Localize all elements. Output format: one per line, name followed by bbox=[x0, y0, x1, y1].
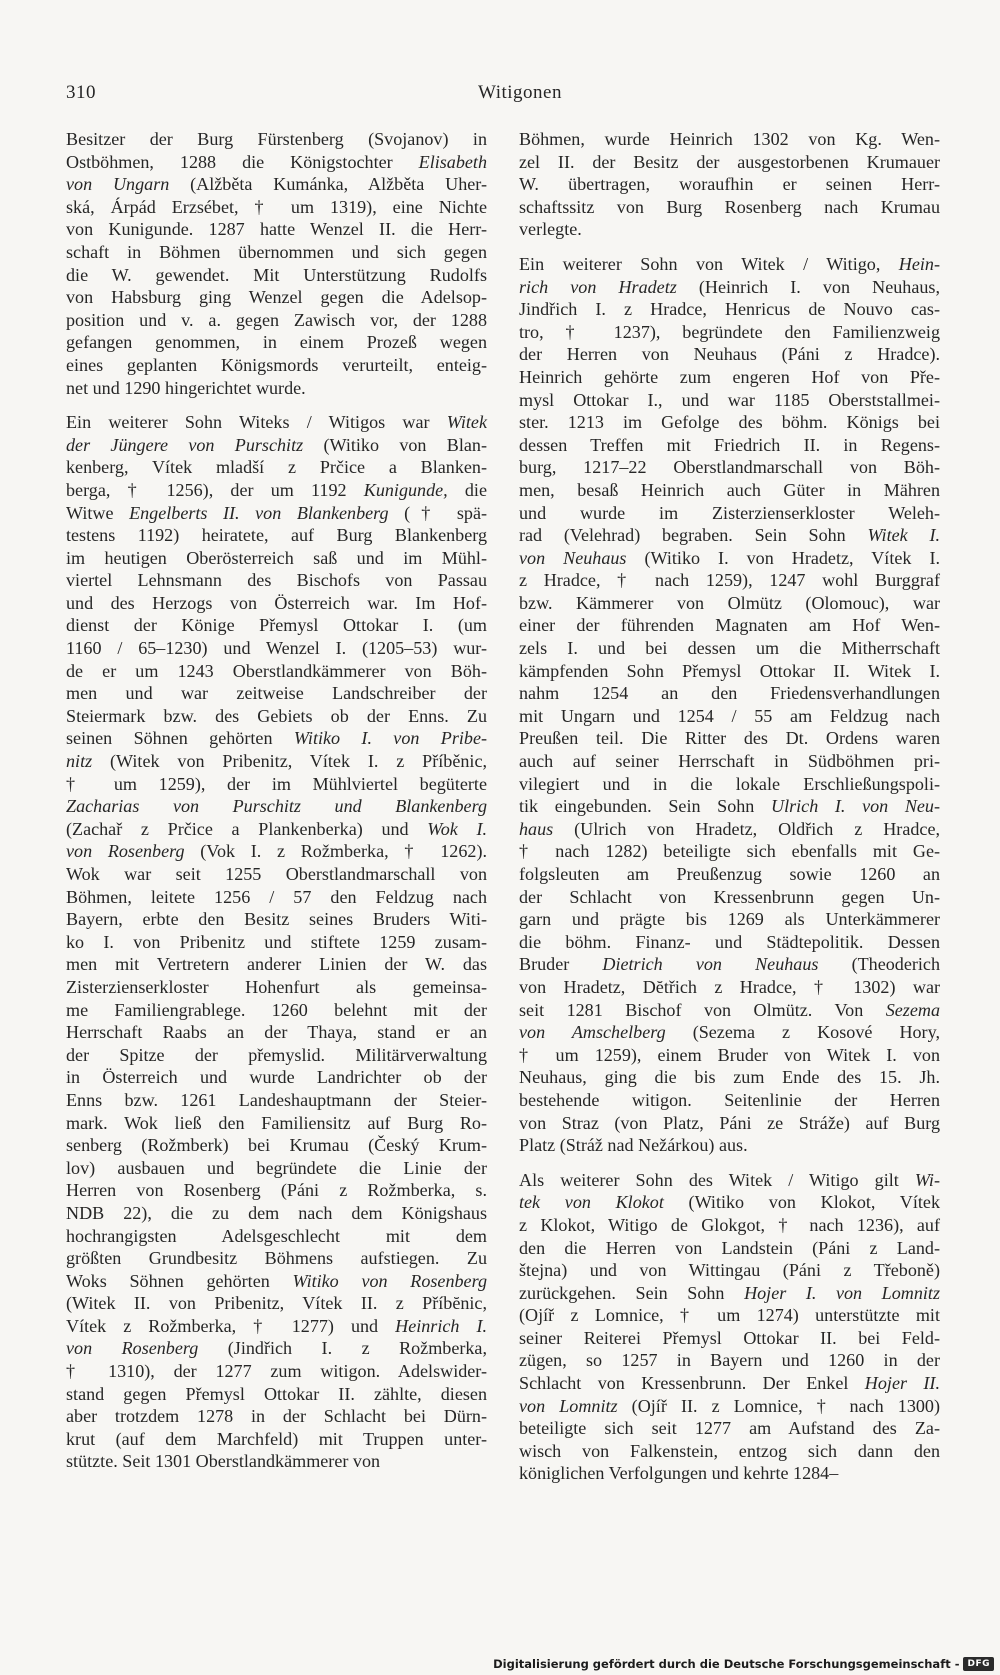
text-line: Neuhaus, ging die bis zum Ende des 15. Jh. bbox=[519, 1067, 940, 1088]
text-line: Bayern, erbte den Besitz seines Bruders Witi- bbox=[66, 909, 487, 930]
text-line: von Neuhaus (Witiko I. von Hradetz, Vítek I. bbox=[519, 547, 940, 568]
text-line: schaftssitz von Burg Rosenberg nach Krumau bbox=[519, 196, 940, 217]
text-line: † um 1259), einem Bruder von Witek I. von bbox=[519, 1044, 940, 1065]
text-line: tro, † 1237), begründete den Familienzweig bbox=[519, 321, 940, 342]
text-line: seit 1281 Bischof von Olmütz. Von Sezema bbox=[519, 999, 940, 1020]
running-head: Witigonen bbox=[478, 82, 562, 103]
text-line: schaft in Böhmen übernommen und sich gegen bbox=[66, 241, 487, 262]
text-line: z Hradce, † nach 1259), 1247 wohl Burggraf bbox=[519, 570, 940, 591]
text-line: Enns bzw. 1261 Landeshauptmann der Steier- bbox=[66, 1089, 487, 1110]
text-line: stand gegen Přemysl Ottokar II. zählte, diesen bbox=[66, 1383, 487, 1404]
text-line: haus (Ulrich von Hradetz, Oldřich z Hradce, bbox=[519, 818, 940, 839]
text-line: Zacharias von Purschitz und Blankenberg bbox=[66, 796, 487, 817]
text-line: tik eingebunden. Sein Sohn Ulrich I. von Neu- bbox=[519, 796, 940, 817]
text-line: von Lomnitz (Ojíř II. z Lomnice, † nach 1300) bbox=[519, 1395, 940, 1416]
text-line: zügen, so 1257 in Bayern und 1260 in der bbox=[519, 1350, 940, 1371]
text-line: kenberg, Vítek mladší z Prčice a Blanken- bbox=[66, 457, 487, 478]
text-line: und wurde im Zisterzienserkloster Weleh- bbox=[519, 502, 940, 523]
text-line: folgsleuten am Preußenzug sowie 1260 an bbox=[519, 864, 940, 884]
text-line: de er um 1243 Oberstlandkämmerer von Böh- bbox=[66, 660, 487, 681]
text-line: von Rosenberg (Jindřich I. z Rožmberka, bbox=[66, 1338, 487, 1359]
text-line: stützte. Seit 1301 Oberstlandkämmerer von bbox=[66, 1451, 381, 1472]
text-line: Heinrich gehörte zum engeren Hof von Pře- bbox=[519, 366, 940, 387]
text-line: Als weiterer Sohn des Witek / Witigo gilt Wi- bbox=[519, 1169, 940, 1190]
text-line: eines geplanten Königsmords verurteilt, enteig- bbox=[66, 354, 487, 375]
text-line: Ein weiterer Sohn Witeks / Witigos war Witek bbox=[66, 412, 487, 433]
text-line: bestehende witigon. Seitenlinie der Herren bbox=[519, 1089, 940, 1110]
text-line: ko I. von Pribenitz und stiftete 1259 zusam- bbox=[66, 931, 487, 952]
text-line: ská, Árpád Erzsébet, † um 1319), eine Nichte bbox=[66, 196, 487, 217]
text-line: rich von Hradetz (Heinrich I. von Neuhaus, bbox=[519, 276, 940, 297]
text-line: kämpfenden Sohn Přemysl Ottokar II. Witek I. bbox=[519, 660, 940, 681]
text-line: von Ungarn (Alžběta Kumánka, Alžběta Uher- bbox=[66, 174, 487, 195]
text-line: senberg (Rožmberk) bei Krumau (Český Krum- bbox=[66, 1135, 487, 1156]
text-line: Witwe Engelberts II. von Blankenberg († spä- bbox=[66, 502, 488, 523]
text-line: verlegte. bbox=[519, 219, 582, 240]
text-line: von Rosenberg (Vok I. z Rožmberka, † 1262). bbox=[66, 841, 487, 862]
text-line: von Amschelberg (Sezema z Kosové Hory, bbox=[519, 1022, 940, 1043]
text-line: zels I. und bei dessen um die Mitherrschaft bbox=[519, 638, 940, 659]
text-line: bzw. Kämmerer von Olmütz (Olomouc), war bbox=[519, 592, 940, 613]
text-line: von Straz (von Platz, Páni ze Stráže) auf Burg bbox=[519, 1112, 940, 1133]
text-line: seiner Reiterei Přemysl Ottokar II. bei Feld- bbox=[519, 1327, 940, 1348]
text-line: men, besaß Heinrich auch Güter in Mähren bbox=[519, 479, 940, 500]
text-line: viertel Lehnsmann des Bischofs von Passau bbox=[66, 570, 487, 591]
text-line: net und 1290 hingerichtet wurde. bbox=[66, 377, 306, 398]
text-line: z Klokot, Witigo de Glokgot, † nach 1236), auf bbox=[519, 1214, 940, 1235]
paragraph bbox=[519, 1169, 940, 1485]
text-line: zurückgehen. Sein Sohn Hojer I. von Lomnitz bbox=[519, 1282, 940, 1303]
text-line: mit Ungarn und 1254 / 55 am Feldzug nach bbox=[519, 705, 940, 726]
text-line: lov) ausbauen und begründete die Linie der bbox=[66, 1157, 487, 1178]
text-line: seinen Söhnen gehörten Witiko I. von Pribe- bbox=[66, 728, 487, 749]
text-line: me Familiengrablege. 1260 belehnt mit der bbox=[66, 999, 487, 1020]
text-line: im heutigen Oberösterreich saß und im Mühl- bbox=[66, 547, 487, 568]
footer-text: Digitalisierung gefördert durch die Deutsche Forschungsgemeinschaft - bbox=[493, 1657, 960, 1671]
text-line: ster. 1213 im Gefolge des böhm. Königs bei bbox=[519, 412, 940, 433]
text-line: mysl Ottokar I., und war 1185 Oberststallmei- bbox=[519, 389, 940, 410]
text-line: tek von Klokot (Witiko von Klokot, Vítek bbox=[519, 1192, 940, 1213]
paragraph bbox=[519, 128, 940, 241]
text-line: vilegiert und in die lokale Erschließungspoli- bbox=[519, 773, 940, 794]
text-line: W. übertragen, woraufhin er seinen Herr- bbox=[519, 174, 940, 195]
text-line: štejna) und von Wittingau (Páni z Třeboně) bbox=[519, 1260, 940, 1281]
text-line: garn und prägte bis 1269 als Unterkämmerer bbox=[519, 909, 940, 930]
text-line: Ostböhmen, 1288 die Königstochter Elisabeth bbox=[66, 151, 487, 172]
text-line: und des Herzogs von Österreich war. Im Hof- bbox=[66, 592, 487, 613]
text-line: der Jüngere von Purschitz (Witiko von Blan- bbox=[66, 434, 487, 455]
text-line: † um 1259), der im Mühlviertel begüterte bbox=[66, 773, 487, 794]
paragraph bbox=[519, 253, 940, 1157]
text-line: krut (auf dem Marchfeld) mit Truppen unter- bbox=[66, 1428, 487, 1449]
text-line: Jindřich I. z Hradce, Henricus de Nouvo cas- bbox=[519, 299, 940, 320]
text-line: Woks Söhnen gehörten Witiko von Rosenberg bbox=[66, 1270, 487, 1291]
paragraph bbox=[66, 128, 487, 399]
text-line: burg, 1217–22 Oberstlandmarschall von Böh- bbox=[519, 457, 940, 478]
dfg-logo: DFG bbox=[963, 1657, 994, 1671]
text-line: die W. gewendet. Mit Unterstützung Rudolfs bbox=[66, 264, 487, 285]
text-line: gefangen genommen, in einem Prozeß wegen bbox=[66, 332, 487, 353]
text-line: Schlacht von Kressenbrunn. Der Enkel Hojer II. bbox=[519, 1373, 940, 1394]
text-line: auch auf seiner Herrschaft in Südböhmen pri- bbox=[519, 751, 940, 772]
text-line: aber trotzdem 1278 in der Schlacht bei Dürn- bbox=[66, 1406, 487, 1427]
text-line: Steiermark bzw. des Gebiets ob der Enns. Zu bbox=[66, 705, 487, 726]
text-line: der Herren von Neuhaus (Páni z Hradce). bbox=[519, 344, 940, 365]
text-line: Besitzer der Burg Fürstenberg (Svojanov) in bbox=[66, 129, 487, 149]
text-line: zel II. der Besitz der ausgestorbenen Krumauer bbox=[519, 151, 940, 172]
text-line: einer der führenden Magnaten am Hof Wen- bbox=[519, 615, 940, 636]
text-line: † 1310), der 1277 zum witigon. Adelswider- bbox=[66, 1361, 487, 1382]
text-line: Herren von Rosenberg (Páni z Rožmberka, s. bbox=[66, 1180, 487, 1201]
text-line: Herrschaft Raabs an der Thaya, stand er an bbox=[66, 1022, 487, 1043]
text-line: Böhmen, leitete 1256 / 57 den Feldzug nach bbox=[66, 886, 487, 907]
paragraph bbox=[66, 411, 487, 1473]
text-line: beteiligte sich seit 1277 am Aufstand des Za- bbox=[519, 1418, 940, 1439]
text-line: position und v. a. gegen Zawisch vor, der 1288 bbox=[66, 309, 487, 330]
text-column-left bbox=[66, 128, 487, 1485]
text-line: nahm 1254 an den Friedensverhandlungen bbox=[519, 683, 940, 704]
text-line: Böhmen, wurde Heinrich 1302 von Kg. Wen- bbox=[519, 129, 940, 149]
text-line: dienst der Könige Přemysl Ottokar I. (um bbox=[66, 615, 487, 636]
text-line: der Spitze der přemyslid. Militärverwaltung bbox=[66, 1044, 487, 1065]
text-line: men mit Vertretern anderer Linien der W. das bbox=[66, 954, 487, 975]
text-line: Ein weiterer Sohn von Witek / Witigo, Hein- bbox=[519, 253, 940, 274]
text-line: hochrangigsten Adelsgeschlecht mit dem bbox=[66, 1225, 487, 1246]
text-line: (Zachař z Prčice a Plankenberka) und Wok I. bbox=[66, 818, 488, 839]
text-column-right bbox=[519, 128, 940, 1497]
text-line: nitz (Witek von Pribenitz, Vítek I. z Příběnic, bbox=[66, 751, 487, 772]
text-line: von Kunigunde. 1287 hatte Wenzel II. die Herr- bbox=[66, 219, 487, 240]
text-line: von Hradetz, Dĕtřich z Hradce, † 1302) war bbox=[519, 976, 940, 997]
text-line: men und war zeitweise Landschreiber der bbox=[66, 683, 487, 704]
text-line: 1160 / 65–1230) und Wenzel I. (1205–53) wur- bbox=[66, 638, 487, 659]
text-line: (Ojíř z Lomnice, † um 1274) unterstützte mit bbox=[519, 1305, 940, 1326]
text-line: die böhm. Finanz- und Städtepolitik. Dessen bbox=[519, 931, 940, 952]
text-line: † nach 1282) beteiligte sich ebenfalls mit Ge- bbox=[519, 841, 940, 862]
text-line: rad (Velehrad) begraben. Sein Sohn Witek I. bbox=[519, 525, 940, 546]
text-line: in Österreich und wurde Landrichter ob der bbox=[66, 1067, 487, 1088]
text-line: mark. Wok ließ den Familiensitz auf Burg Ro- bbox=[66, 1112, 487, 1133]
text-line: den die Herren von Landstein (Páni z Land- bbox=[519, 1237, 940, 1258]
text-line: (Witek II. von Pribenitz, Vítek II. z Příbĕnic, bbox=[66, 1293, 487, 1314]
footer-credit bbox=[493, 1657, 994, 1671]
text-line: von Habsburg ging Wenzel gegen die Adelsop- bbox=[66, 287, 487, 308]
text-line: NDB 22), die zu dem nach dem Königshaus bbox=[66, 1202, 487, 1223]
text-line: Bruder Dietrich von Neuhaus (Theoderich bbox=[519, 954, 940, 975]
text-line: königlichen Verfolgungen und kehrte 1284– bbox=[519, 1463, 839, 1484]
text-line: Vítek z Rožmberka, † 1277) und Heinrich I. bbox=[66, 1315, 488, 1336]
text-line: berga, † 1256), der um 1192 Kunigunde, die bbox=[66, 479, 487, 500]
text-line: wisch von Falkenstein, entzog sich dann den bbox=[519, 1440, 940, 1461]
text-line: größten Grundbesitz Böhmens aufstiegen. Zu bbox=[66, 1248, 487, 1269]
page-number: 310 bbox=[66, 82, 96, 103]
text-line: Platz (Stráž nad Nežárkou) aus. bbox=[519, 1135, 748, 1156]
text-line: der Schlacht von Kressenbrunn gegen Un- bbox=[519, 886, 940, 907]
text-line: Wok war seit 1255 Oberstlandmarschall von bbox=[66, 864, 487, 884]
text-line: testens 1192) heiratete, auf Burg Blankenberg bbox=[66, 525, 487, 546]
page-header bbox=[66, 82, 934, 108]
text-line: dessen Treffen mit Friedrich II. in Regens- bbox=[519, 434, 940, 455]
text-line: Preußen teil. Die Ritter des Dt. Ordens waren bbox=[519, 728, 940, 749]
text-line: Zisterzienserkloster Hohenfurt als gemeinsa- bbox=[66, 976, 487, 997]
